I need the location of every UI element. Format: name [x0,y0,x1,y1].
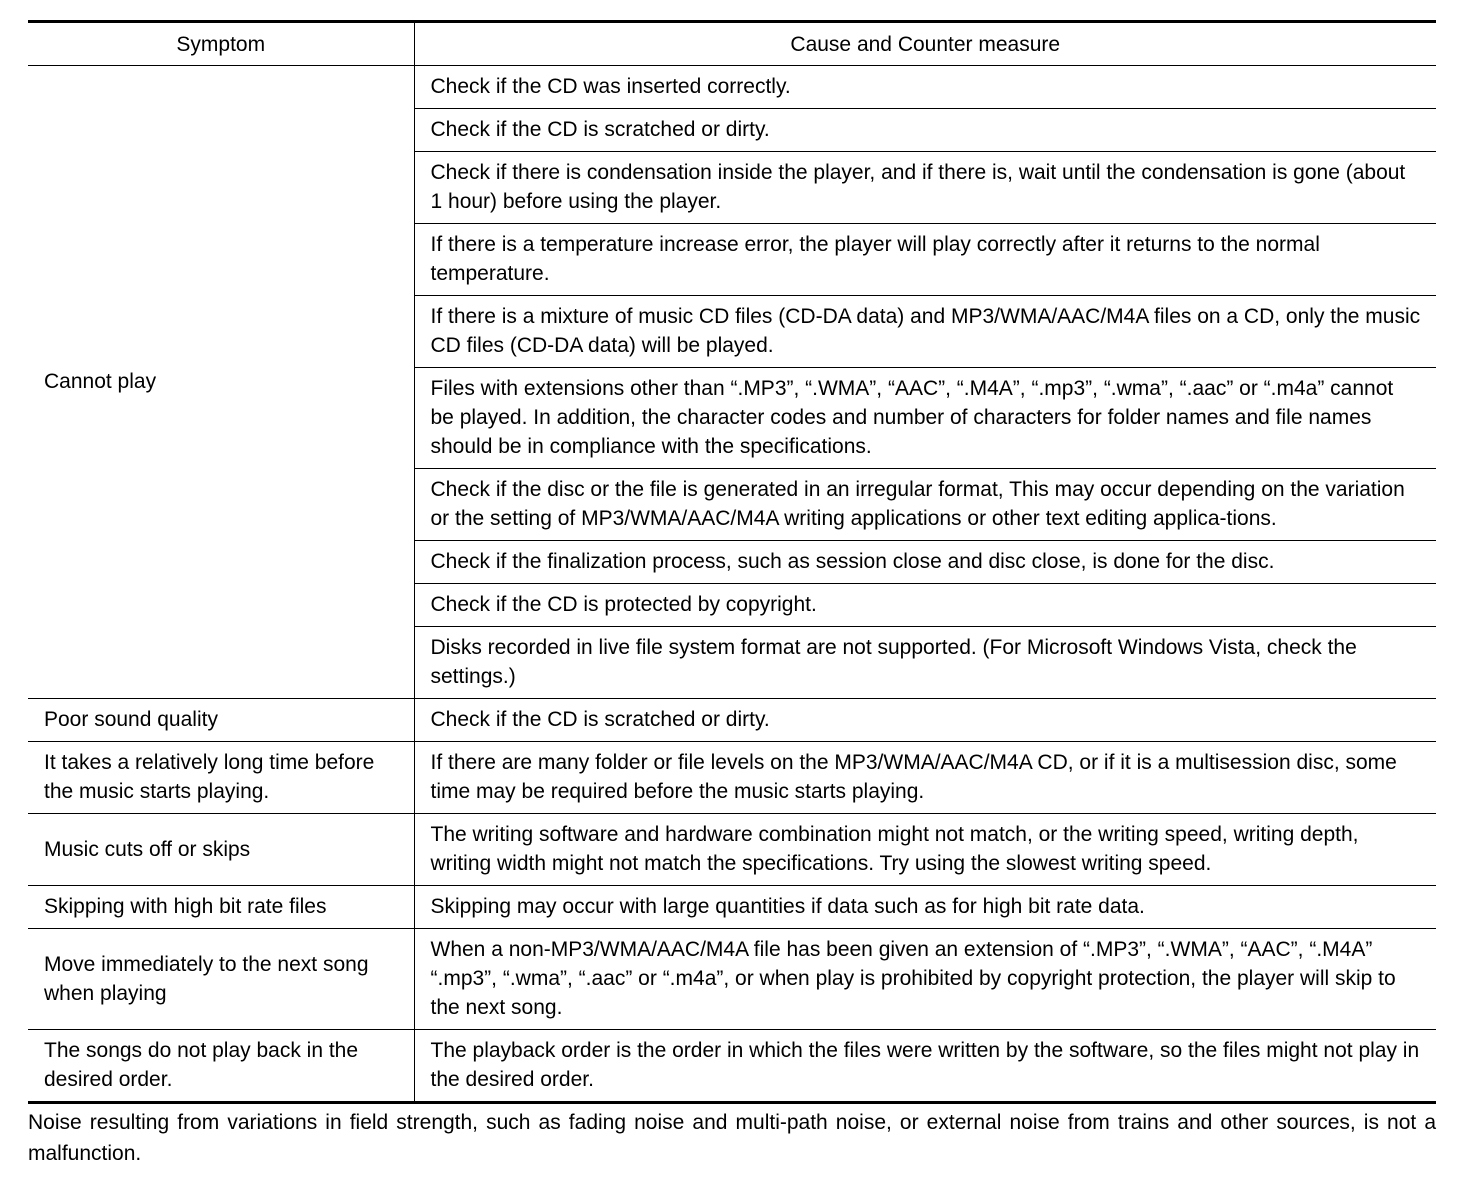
cause-cell: If there is a temperature increase error, the player will play correctly after it returns to the normal temperature. [414,224,1436,296]
cause-cell: If there are many folder or file levels on the MP3/WMA/AAC/M4A CD, or if it is a multisession disc, some time may be required before the music starts playing. [414,742,1436,814]
symptom-cell: Poor sound quality [28,699,414,742]
symptom-cell: It takes a relatively long time before the music starts playing. [28,742,414,814]
table-row [28,814,1436,886]
table-header-row [28,22,1436,66]
troubleshooting-page [28,20,1436,1169]
cause-cell: Check if the finalization process, such as session close and disc close, is done for the disc. [414,541,1436,584]
cause-cell: Check if the disc or the file is generated in an irregular format, This may occur depending on the variation or the setting of MP3/WMA/AAC/M4A writing applications or other text editing applica-tions. [414,469,1436,541]
table-row [28,1030,1436,1103]
cause-cell: Check if there is condensation inside the player, and if there is, wait until the condensation is gone (about 1 hour) before using the player. [414,152,1436,224]
cause-cell: Disks recorded in live file system format are not supported. (For Microsoft Windows Vista, check the settings.) [414,627,1436,699]
cause-cell: Files with extensions other than “.MP3”, “.WMA”, “AAC”, “.M4A”, “.mp3”, “.wma”, “.aac” or “.m4a” cannot be played. In addition, the character codes and number of characters for folder names and file names should be in compliance with the specifications. [414,368,1436,469]
cause-cell: The writing software and hardware combination might not match, or the writing speed, writing depth, writing width might not match the specifications. Try using the slowest writing speed. [414,814,1436,886]
symptom-column-header: Symptom [28,22,414,66]
table-row [28,886,1436,929]
table-row [28,742,1436,814]
symptom-cell: Move immediately to the next song when playing [28,929,414,1030]
cause-cell: The playback order is the order in which the files were written by the software, so the files might not play in the desired order. [414,1030,1436,1103]
table-body [28,66,1436,1103]
cause-column-header: Cause and Counter measure [414,22,1436,66]
cause-cell: Check if the CD is scratched or dirty. [414,109,1436,152]
symptom-cell: Music cuts off or skips [28,814,414,886]
cause-cell: Check if the CD was inserted correctly. [414,66,1436,109]
troubleshooting-table [28,20,1436,1104]
table-row [28,699,1436,742]
footnote: Noise resulting from variations in field strength, such as fading noise and multi-path noise, or external noise from trains and other sources, is not a malfunction. [28,1111,1436,1165]
table-row [28,929,1436,1030]
cause-cell: If there is a mixture of music CD files (CD-DA data) and MP3/WMA/AAC/M4A files on a CD, only the music CD files (CD-DA data) will be played. [414,296,1436,368]
cause-cell: Check if the CD is protected by copyright. [414,584,1436,627]
table-row [28,66,1436,109]
symptom-cell: The songs do not play back in the desired order. [28,1030,414,1103]
symptom-cell: Cannot play [28,66,414,699]
symptom-cell: Skipping with high bit rate files [28,886,414,929]
cause-cell: When a non-MP3/WMA/AAC/M4A file has been given an extension of “.MP3”, “.WMA”, “AAC”, “.M4A” “.mp3”, “.wma”, “.aac” or “.m4a”, or when play is prohibited by copyright protection, the player will skip to the next song. [414,929,1436,1030]
cause-cell: Skipping may occur with large quantities if data such as for high bit rate data. [414,886,1436,929]
cause-cell: Check if the CD is scratched or dirty. [414,699,1436,742]
